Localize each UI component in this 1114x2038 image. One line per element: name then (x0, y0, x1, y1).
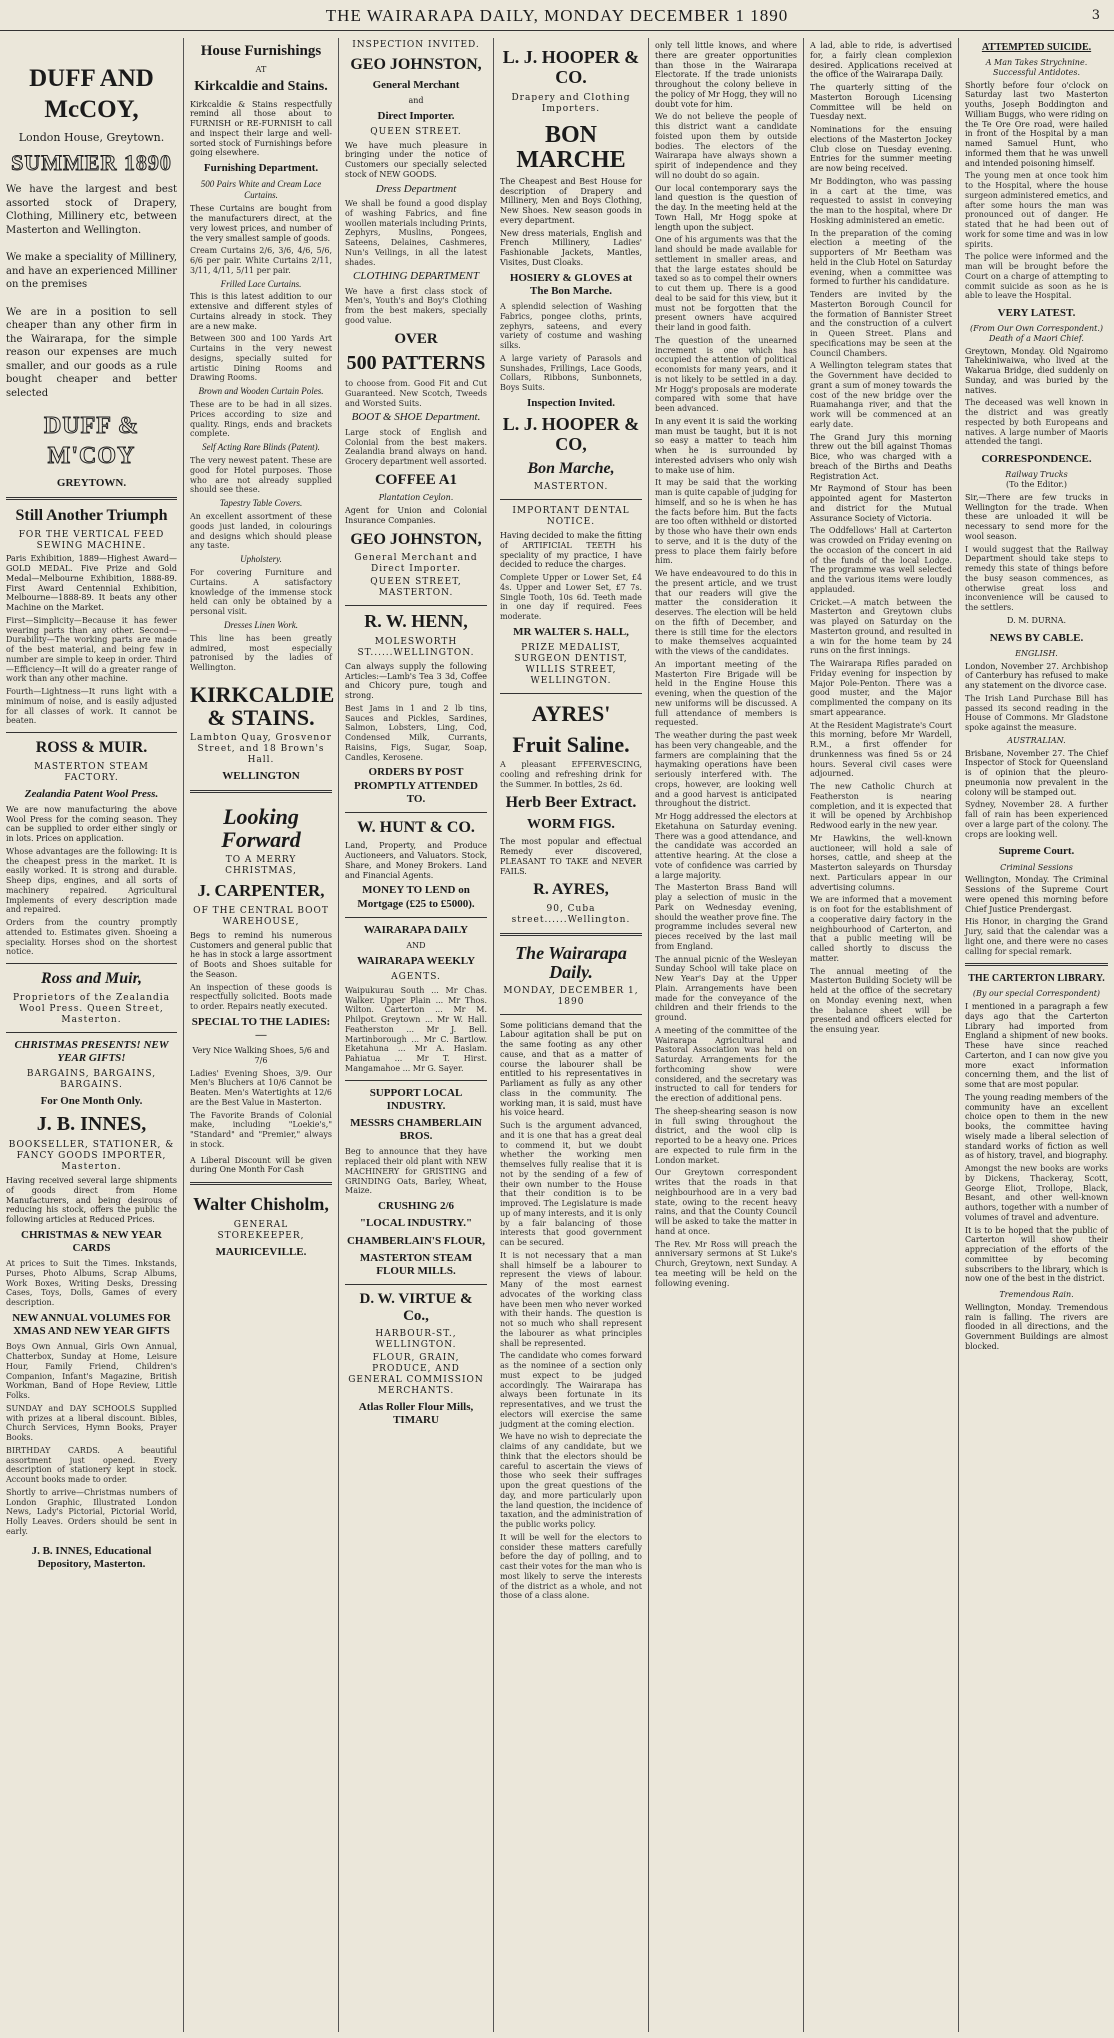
chamberlain: MESSRS CHAMBERLAIN BROS. (350, 1117, 482, 1143)
col5-text-4: The Grand Jury this morning threw out the bill against Thomas Bice, who was charged with a breach of the Births and Deaths Registration Act. (810, 432, 952, 481)
agents: AGENTS. (391, 971, 441, 982)
curtains: 500 Pairs White and Cream Lace Curtains. (200, 179, 322, 201)
triumph-title: Still Another Triumph (15, 506, 168, 524)
kirk-subtitle: Lambton Quay, Grosvenor Street, and 18 Brown's Hall. (190, 733, 332, 765)
queen-street: QUEEN STREET. (370, 126, 462, 137)
court: Supreme Court. (998, 845, 1075, 858)
column-6: A lad, able to ride, is advertised for, a fairly clean complexion desired. Applications received at the office of the Wairarapa Daily. The quarterly sitting of the Masterton Borough Licensing Committee will be held on Tuesday next. Nominations for the ensuing elections of the Masterton Jockey Club close on Tuesday evening. Entries for the summer meeting are now being received. Mr Boddington, who was passing in a cart at the time, was requested to assist in conveying the man to the hospital, where Dr Hosking administered an emetic. In the preparation of the coming election a meeting of the supporters of Mr Beetham was held in the Club Hotel on Saturday evening, when a committee was formed to further his candidature. Tenders are invited by the Masterton Borough Council for the formation of Bannister Street and the construction of a culvert in Queen Street. Plans and specifications may be seen at the Council Chambers. A Wellington telegram states that the Government have decided to grant a sum of money towards the cost of the new bridge over the Ruamahanga river, and that the work will be commenced at an early date. The Grand Jury this morning threw out the bill against Thomas Bice, who was charged with a breach of the Births and Deaths Registration Act. Mr Raymond of Stour has been appointed agent for Masterton and district for the Mutual Assurance Society of Victoria. The Oddfellows' Hall at Carterton was crowded on Friday evening on the occasion of the concert in aid of the funds of the local Lodge. The programme was well selected and the various items were loudly applauded. Cricket.—A match between the Masterton and Greytown clubs was played on Saturday on the Masterton ground, and resulted in a win for the home team by 24 runs on the first innings. The Wairarapa Rifles paraded on Friday evening for inspection by Major Pole-Penton. There was a good muster, and the Major complimented the company on its smart appearance. At the Resident Magistrate's Court this morning, before Mr Wardell, R.M., a first offender for drunkenness was fined 5s or 24 hours. Several civil cases were adjourned. The new Catholic Church at Featherston is nearing completion, and it is expected that it will be opened by Archbishop Redwood early in the new year. Mr Hawkins, the well-known auctioneer, will hold a sale of horses, cattle, and sheep at the Masterton saleyards on Thursday next. Particulars appear in our advertising columns. We are informed that a movement is on foot for the establishment of a cooperative dairy factory in the neighbourhood of Carterton, and that a public meeting will be called shortly to discuss the matter. The annual meeting of the Masterton Building Society will be held at the office of the secretary on Monday evening next, when the balance sheet will be presented and officers elected for the ensuing year. (804, 38, 959, 2032)
latest: VERY LATEST. (997, 307, 1076, 319)
money: MONEY TO LEND on Mortgage (£25 to £5000). (357, 884, 475, 910)
col5-text-2: The quarterly sitting of the Masterton Borough Licensing Committee will be held on Tuesday next. (810, 83, 952, 122)
queen2: QUEEN STREET, MASTERTON. (370, 577, 462, 599)
house-title: House Furnishings (200, 43, 322, 59)
looking: Looking Forward (221, 804, 301, 853)
library-text-2: The young reading members of the community have an excellent choice open to them in the new books, the committee having wisely made a liberal selection of standard works of fiction as well as of history, travel, and biography. (965, 1092, 1108, 1161)
cable: NEWS BY CABLE. (989, 631, 1084, 644)
col5-text-1: A lad, able to ride, is advertised for, a fairly clean complexion desired. Applications received at the office of the Wairarapa Daily. (810, 41, 952, 80)
col4-text-3: In any event it is said the working man must be taught, but it is not so easy a matter to teach him when he is surrounded by interested advisers who only wish to make use of him. (655, 416, 797, 475)
carpenter: J. CARPENTER, (197, 881, 325, 901)
duff-text-3: We are in a position to sell cheaper than any other firm in the Wairarapa, for the simple reason our expenses are much smaller, and our goods as a rule bought cheaper and better selected (6, 306, 177, 399)
chisholm-town: MAURICEVILLE. (215, 1245, 307, 1258)
agent: Agent for Union and Colonial Insurance Companies. (345, 506, 487, 525)
house-subtitle: AT (255, 64, 267, 74)
henn-text: Can always supply the following Articles:—Lamb's Tea 3 3d, Coffee and Chicory pure, tough and strong. (345, 661, 487, 701)
attempted-sub2: Successful Antidotes. (993, 67, 1080, 77)
death-text: Greytown, Monday. Old Ngairomo Tahekiniwaiwa, who lived at the Wakarua Bridge, died suddenly on Sunday, and was buried by the natives. (965, 346, 1108, 395)
ayres-addr: 90, Cuba street......Wellington. (511, 903, 631, 925)
bon-text: The Cheapest and Best House for description of Drapery and Millinery, Men and Boys Clothing, New Shoes. New season goods in every department. (500, 176, 642, 225)
corr-sub: Railway Trucks (1005, 470, 1068, 480)
masthead (0, 0, 1114, 31)
weekly: WAIRARAPA WEEKLY (356, 954, 476, 967)
hosiery: HOSIERY & GLOVES at The Bon Marche. (509, 271, 633, 297)
support: SUPPORT LOCAL INDUSTRY. (369, 1086, 463, 1112)
hall: MR WALTER S. HALL, (513, 625, 629, 638)
carpenter-text: Begs to remind his numerous Customers and general public that he has in stock a large assortment of Boots and Shoes suitable for the Season. (190, 930, 332, 979)
virtue-sub: HARBOUR-ST., WELLINGTON. (375, 1329, 457, 1351)
crushing: CRUSHING 2/6 (377, 1200, 455, 1213)
dental: IMPORTANT DENTAL NOTICE. (512, 506, 630, 528)
flour: CHAMBERLAIN'S FLOUR, (346, 1234, 486, 1247)
ross-title: ROSS & MUIR. (35, 739, 148, 757)
fruit-saline: Fruit Saline. (512, 731, 630, 757)
ayres: AYRES' (531, 700, 611, 726)
triumph-text: Paris Exhibition, 1889—Highest Award—GOLD MEDAL. Five Prize and Gold Medal—Melbourne Exhibition, 1888-89. First Award Centennial Exhibition, Melbourne—1888-89. It beats any other Machine on the Market. (6, 554, 177, 613)
court-sub: Criminal Sessions (1000, 862, 1073, 872)
cable-text: London, November 27. Archbishop of Canterbury has refused to make any statement on the divorce case. (965, 661, 1108, 691)
dental-text: Having decided to make the fitting of ARTIFICIAL TEETH his speciality of my practice, I have decided to reduce the charges. (500, 531, 642, 570)
wool-title: Zealandia Patent Wool Press. (24, 787, 159, 800)
johnston2: GEO JOHNSTON, (350, 530, 482, 548)
hunt: W. HUNT & CO. (357, 818, 475, 836)
kirk-big: KIRKCALDIE & STAINS. (190, 681, 335, 730)
coffee: COFFEE A1 (374, 471, 458, 488)
virtue-text: FLOUR, GRAIN, PRODUCE, AND GENERAL COMMISSION MERCHANTS. (348, 1353, 484, 1396)
linen: Dresses Linen Work. (223, 619, 299, 630)
self-acting: Self Acting Rare Blinds (Patent). (202, 442, 320, 453)
upholstery: Upholstery. (240, 554, 282, 565)
frilled: Frilled Lace Curtains. (220, 278, 302, 289)
brown: Brown and Wooden Curtain Poles. (198, 386, 324, 397)
kirk-town: WELLINGTON (222, 769, 300, 782)
house-firm: Kirkcaldie and Stains. (194, 79, 328, 95)
johnston-sub3: Direct Importer. (377, 109, 455, 122)
duff-footer: DUFF & M'COY (43, 413, 140, 469)
hooper-title: L. J. HOOPER & CO. (502, 47, 640, 87)
hooper-sub: Drapery and Clothing Importers. (511, 92, 631, 114)
hall-sub: PRIZE MEDALIST, SURGEON DENTIST, WILLIS STREET, WELLINGTON. (514, 643, 628, 686)
inspection-invited: INSPECTION INVITED. (352, 40, 480, 50)
attempted-text: Shortly before four o'clock on Saturday last two Masterton youths, Joseph Boddington and William Buggs, who were riding on the Te Ore Ore road, were hailed in front of the Hospital by a man named Samuel Hunt, who informed them that he was unwell and intended poisoning himself. (965, 80, 1108, 168)
furnish-dept: Furnishing Department. (203, 162, 319, 175)
paper-title: The Wairarapa Daily. (515, 942, 627, 982)
masthead-title: THE WAIRARAPA DAILY, MONDAY DECEMBER 1 1890 (325, 6, 789, 25)
column-1: DUFF AND McCOY, London House, Greytown. SUMMER 1890 We have the largest and best assorted stock of Drapery, Clothing, Millinery etc, between Masterton and Wellington. We make a speciality of Millinery, and have an experienced Milliner on the premises We are in a position to sell cheaper than any other firm in the Wairarapa, for the simple reason our expenses are much smaller, and our goods as a rule bought cheaper and better selected DUFF & M'COY GREYTOWN. Still Another Triumph FOR THE VERTICAL FEED SEWING MACHINE. Paris Exhibition, 1889—Highest Award—GOLD MEDAL. Five Prize and Gold Medal—Melbourne Exhibition, 1888-89. First Award Centennial Exhibition, Melbourne—1888-89. It beats any other Machine on the Market. First—Simplicity—Because it has fewer wearing parts than any other. Second—Durability—The working parts are made of the best material, and being few in number are simple to keep in order. Third—Efficiency—It will do a greater range of work than any other machine. Fourth—Lightness—It runs light with a minimum of noise, and is easily adjusted for all classes of work. It cannot be beaten. ROSS & MUIR. MASTERTON STEAM FACTORY. Zealandia Patent Wool Press. We are now manufacturing the above Wool Press for the coming season. They can be supplied to order either singly or in lots. Prices on application. Whose advantages are the following: It is the cheapest press in the market. It is easily worked. It is strong and durable. Sheep dips, engines, and all sorts of machinery repaired. Agricultural Implements of every description made and repaired. Orders from the country promptly attended to. Estimates given. Shoeing a speciality. Horses shod on the shortest notice. Ross and Muir, Proprietors of the Zealandia Wool Press. Queen Street, Masterton. CHRISTMAS PRESENTS! NEW YEAR GIFTS! BARGAINS, BARGAINS, BARGAINS. For One Month Only. J. B. INNES, BOOKSELLER, STATIONER, & FANCY GOODS IMPORTER, Masterton. Having received several large shipments of goods direct from Home Manufacturers, and being desirous of reducing his stock, offers the public the following articles at Reduced Prices. CHRISTMAS & NEW YEAR CARDS At prices to Suit the Times. Inkstands, Purses, Photo Albums, Scrap Albums, Work Boxes, Writing Desks, Dressing Cases, Toys, Dolls, Games of every description. NEW ANNUAL VOLUMES FOR XMAS AND NEW YEAR GIFTS Boys Own Annual, Girls Own Annual, Chatterbox, Sunday at Home, Leisure Hour, Family Friend, Children's Companion, Infant's Magazine, British Workman, Band of Hope Review, Little Folks. SUNDAY and DAY SCHOOLS Supplied with prizes at a liberal discount. Bibles, Church Services, Hymn Books, Prayer Books. BIRTHDAY CARDS. A beautiful assortment just opened. Every description of stationery kept in stock. Account books made to order. Shortly to arrive—Christmas numbers of London Graphic, Illustrated London News, Lady's Pictorial, Pictorial World, Holly Leaves. Orders should be sent in early. J. B. INNES, Educational Depository, Masterton. (0, 38, 184, 2032)
henn: R. W. HENN, (364, 611, 468, 632)
house-text: Kirkcaldie & Stains respectfully remind all those about to FURNISH or RE-FURNISH to call and inspect their large and well-sorted stock of Furnishings before going elsewhere. (190, 99, 332, 158)
library-text-3: It is to be hoped that the public of Carterton will show their appreciation of the efforts of the committee by becoming subscribers to the library, which is now one of the best in the district. (965, 1225, 1108, 1284)
over: OVER (394, 330, 438, 347)
column-7: ATTEMPTED SUICIDE. A Man Takes Strychnine. Successful Antidotes. Shortly before four o'clock on Saturday last two Masterton youths, Joseph Boddington and William Buggs, who were riding on the Te Ore Ore road, were hailed in front of the Hospital by a man named Samuel Hunt, who informed them that he was unwell and intended poisoning himself. The young men at once took him to the Hospital, where the house surgeon administered emetics, and after some hours the man was pronounced out of danger. He stated that he had been out of work for some time and was in low spirits. The police were informed and the man will be brought before the Court on a charge of attempting to commit suicide as soon as he is able to leave the Hospital. VERY LATEST. (From Our Own Correspondent.) Death of a Maori Chief. Greytown, Monday. Old Ngairomo Tahekiniwaiwa, who lived at the Wakarua Bridge, died suddenly on Sunday, and was buried by the natives. The deceased was well known in the district and was greatly respected by both Europeans and natives. A large number of Maoris attended the tangi. CORRESPONDENCE. Railway Trucks (To the Editor.) Sir,—There are few trucks in Wellington for the trade. When these are unloaded it will be necessary to send more for the wool season. I would suggest that the Railway Department should take steps to remedy this state of things before the busy season commences, as otherwise great loss and inconvenience will be caused to the settlers. D. M. DURNA. NEWS BY CABLE. ENGLISH. London, November 27. Archbishop of Canterbury has refused to make any statement on the divorce case. The Irish Land Purchase Bill has passed its second reading in the House of Commons. Mr Gladstone spoke against the measure. AUSTRALIAN. Brisbane, November 27. The Chief Inspector of Stock for Queensland is of opinion that the pleuro-pneumonia now prevalent in the colony will be stamped out. Sydney, November 28. A further fall of rain has been experienced over a large part of the colony. The crops are looking well. Supreme Court. Criminal Sessions Wellington, Monday. The Criminal Sessions of the Supreme Court were opened this morning before Chief Justice Prendergast. His Honor, in charging the Grand Jury, said that the calendar was a light one, and there were no cases calling for special remark. THE CARTERTON LIBRARY. (By our special Correspondent) I mentioned in a paragraph a few days ago that the Carterton Library had imported from England a shipment of new books. These have since reached Carterton, and I can now give you more exact information concerning them, and the list of some that are most popular. The young reading members of the community have an excellent choice open to them in the new books, the committee having wisely made a liberal selection of standard works of fiction as well as of history, travel, and biography. Amongst the new books are works by Dickens, Thackeray, Scott, George Eliot, Trollope, Black, Besant, and other well-known authors, together with a number of volumes of travel and adventure. It is to be hoped that the public of Carterton will show their appreciation of the efforts of the committee by becoming subscribers to the library, which is now one of the best in the district. Tremendous Rain. Wellington, Monday. Tremendous rain is falling. The rivers are flooded in all directions, and the Government Buildings are almost blocked. (965, 42, 1109, 1351)
ross2-title: Ross and Muir, (41, 970, 142, 988)
curtains-text: These Curtains are bought from the manufacturers direct, at the very lowest prices, and number of the very smallest sample of goods. (190, 204, 332, 243)
johnston-sub2: and (408, 95, 424, 105)
duff-title: DUFF AND McCOY, (29, 65, 154, 123)
virtue: D. W. VIRTUE & Co., (359, 1291, 473, 1324)
chisholm: Walter Chisholm, (193, 1194, 329, 1215)
death: Death of a Maori Chief. (989, 333, 1084, 343)
henn-orders: ORDERS BY POST PROMPTLY ATTENDED TO. (354, 766, 478, 805)
bon-marche: BON MARCHE (516, 121, 626, 173)
corr-to: (To the Editor.) (1006, 480, 1067, 490)
innes-subtitle: BOOKSELLER, STATIONER, & FANCY GOODS IMPORTER, Masterton. (8, 1140, 175, 1173)
innes-text: Having received several large shipments of goods direct from Home Manufacturers, and being desirous of reducing his stock, offers the public the following articles at Reduced Prices. (6, 1176, 177, 1225)
latest-sub: (From Our Own Correspondent.) (969, 324, 1104, 334)
inspection: Inspection Invited. (526, 396, 616, 409)
carpenter-sub: OF THE CENTRAL BOOT WAREHOUSE, (193, 905, 329, 927)
duff-text-1: We have the largest and best assorted stock of Drapery, Clothing, Millinery etc, between Masterton and Wellington. (6, 184, 177, 236)
library-sub: (By our special Correspondent) (972, 989, 1101, 999)
triumph-subtitle: FOR THE VERTICAL FEED SEWING MACHINE. (18, 529, 165, 551)
rain-text: Wellington, Monday. Tremendous rain is falling. The rivers are flooded in all directions, and the Government Buildings are almost blocked. (965, 1302, 1108, 1351)
ross2-subtitle: Proprietors of the Zealandia Wool Press. Queen Street, Masterton. (12, 992, 171, 1025)
duff-town: GREYTOWN. (56, 476, 127, 489)
xmas-gifts: NEW ANNUAL VOLUMES FOR XMAS AND NEW YEAR GIFTS (12, 1311, 171, 1338)
bon2: Bon Marche, (527, 459, 615, 477)
duff-text-2: We make a speciality of Millinery, and have an experienced Milliner on the premises (6, 252, 177, 291)
dress-dept: Dress Department (375, 182, 457, 195)
duff-season: SUMMER 1890 (11, 150, 172, 176)
col4-text-1: only tell little knows, and where there are greater opportunities than those in the Wairarapa Electorate. If the trade unionists throughout the colony believe in the policy of Mr Hogg, they will no doubt vote for him. (655, 41, 797, 109)
worm-text: The most popular and effectual Remedy ever discovered, PLEASANT TO TAKE and NEVER FAILS. (500, 837, 642, 876)
boot-dept: BOOT & SHOE Department. (351, 411, 481, 424)
hunt-text: Land, Property, and Produce Auctioneers, and Valuators. Stock, Share, and Money Brokers. Land and Financial Agents. (345, 841, 487, 880)
local: "LOCAL INDUSTRY." (359, 1217, 473, 1230)
masterton-steam: MASTERTON STEAM FLOUR MILLS. (359, 1251, 473, 1277)
paper-date: MONDAY, DECEMBER 1, 1890 (503, 985, 639, 1007)
column-5: only tell little knows, and where there are greater opportunities than those in the Wairarapa Electorate. If the trade unionists throughout the colony believe in the policy of Mr Hogg, they will no doubt vote for him. We do not believe the people of this district want a candidate foisted upon them by outside bodies. The electors of the Wairarapa have always shown a spirit of independence and they will no doubt do so again. Our local contemporary says the land question is the question of the day. In the meeting held at the Town Hall, Mr Hogg spoke at length upon the subject. One of his arguments was that the land should be made available for settlement in smaller areas, and that the large estates should be taxed so as to compel their owners to cut them up. There is a good deal to be said for this view, but it must not be forgotten that the present owners have acquired their land in good faith. The question of the unearned increment is one which has occupied the attention of political economists for many years, and it is not likely to be settled in a day. Mr Hogg's proposals are moderate compared with some that have been advanced. In any event it is said the working man must be taught, but it is not so easy a matter to teach him when he is surrounded by interested advisers who only wish to make use of him. It may be said that the working man is quite capable of judging for himself, and so he is when he has the facts before him. But the facts are too often withheld or distorted by those who have their own ends to serve, and it is the duty of the press to place them fairly before him. We have endeavoured to do this in the present article, and we trust that our readers will give the matter the consideration it deserves. The election will be held on the fifth of December, and there is still time for the electors to make themselves acquainted with the views of the candidates. An important meeting of the Masterton Fire Brigade will be held in the Engine House this evening, when the question of the new uniforms will be discussed. A full attendance of members is requested. The weather during the past week has been very changeable, and the farmers are complaining that the haymaking operations have been seriously interfered with. The crops, however, are looking well and a good harvest is anticipated throughout the district. Mr Hogg addressed the electors at Eketahuna on Saturday evening. There was a good attendance, and the candidate was accorded an attentive hearing. At the close a vote of confidence was carried by a large majority. The Masterton Brass Band will play a selection of music in the Park on Wednesday evening, should the weather prove fine. The programme includes several new pieces received by the last mail from England. The annual picnic of the Wesleyan Sunday School will take place on New Year's Day at the Upper Plain. Arrangements have been made for the conveyance of the children and their friends to the ground. A meeting of the committee of the Wairarapa Agricultural and Pastoral Association was held on Saturday. Arrangements for the forthcoming show were considered, and the secretary was instructed to call for tenders for the erection of additional pens. The sheep-shearing season is now in full swing throughout the district, and the wool clip is reported to be a heavy one. Prices are expected to rule firm in the London market. Our Greytown correspondent writes that the roads in that neighbourhood are in a very bad state, owing to the recent heavy rains, and that the County Council will be asked to take the matter in hand at once. The Rev. Mr Ross will preach the anniversary sermons at St Luke's Church, Greytown, next Sunday. A tea meeting will be held on the following evening. (649, 38, 804, 2032)
australian: AUSTRALIAN. (1007, 735, 1066, 745)
col5-text-3: Nominations for the ensuing elections of the Masterton Jockey Club close on Tuesday evening. Entries for the summer meeting are now being received. (810, 125, 952, 173)
innes-footer: J. B. INNES, Educational Depository, Masterton. (31, 1544, 152, 1570)
ladies: SPECIAL TO THE LADIES:— (191, 1015, 331, 1042)
frilled-text: This is this latest addition to our extensive and different styles of Curtains already in stock. They are a new make. (190, 292, 332, 331)
masterton: MASTERTON. (533, 482, 609, 493)
ladies-text: Very Nice Walking Shoes, 5/6 and 7/6 (192, 1046, 330, 1065)
johnston2-sub: General Merchant and Direct Importer. (354, 553, 478, 575)
one-month: For One Month Only. (40, 1095, 143, 1108)
atlas: Atlas Roller Flour Mills, TIMARU (358, 1400, 474, 1427)
col4-text-2: Our local contemporary says the land question is the question of the day. In the meeting held at the Town Hall, Mr Hogg spoke at length upon the subject. (655, 183, 797, 232)
herb-beer: Herb Beer Extract. (505, 794, 637, 812)
worm-figs: WORM FIGS. (527, 816, 615, 832)
correspondence: CORRESPONDENCE. (981, 453, 1092, 466)
editorial: Some politicians demand that the Labour agitation shall be put on the same footing as any other cause, and that as a matter of course the labourer shall be entitled to his representatives in Parliament as fully as any other class in the community. The working man, it is said, must have his voice heard. (500, 1020, 642, 1118)
attempted-sub: A Man Takes Strychnine. (985, 58, 1088, 67)
column-4: L. J. HOOPER & CO. Drapery and Clothing Importers. BON MARCHE The Cheapest and Best House for description of Drapery and Millinery, Men and Boys Clothing, New Shoes. New season goods in every department. New dress materials, English and French Millinery, Ladies' Fashionable Jackets, Mantles, Visites, Dust Cloaks. HOSIERY & GLOVES at The Bon Marche. A splendid selection of Washing Fabrics, pongee cloths, prints, zephyrs, sateens, and every variety of costume and washing silks. A large variety of Parasols and Sunshades, Frillings, Lace Goods, Collars, Ribbons, Sunbonnets, Boys Suits. Inspection Invited. L. J. HOOPER & CO, Bon Marche, MASTERTON. IMPORTANT DENTAL NOTICE. Having decided to make the fitting of ARTIFICIAL TEETH his speciality of my practice, I have decided to reduce the charges. Complete Upper or Lower Set, £4 4s. Upper and Lower Set, £7 7s. Single Tooth, 10s 6d. Teeth made in one day if required. Fees moderate. MR WALTER S. HALL, PRIZE MEDALIST, SURGEON DENTIST, WILLIS STREET, WELLINGTON. AYRES' Fruit Saline. A pleasant EFFERVESCING, cooling and refreshing drink for the Summer. In bottles, 2s 6d. Herb Beer Extract. WORM FIGS. The most popular and effectual Remedy ever discovered, PLEASANT TO TAKE and NEVER FAILS. R. AYRES, 90, Cuba street......Wellington. The Wairarapa Daily. MONDAY, DECEMBER 1, 1890 Some politicians demand that the Labour agitation shall be put on the same footing as any other cause, and that as a matter of course the labourer shall be entitled to his representatives in Parliament as fully as any other class in the community. The working man, it is said, must have his voice heard. Such is the argument advanced, and it is one that has a great deal to commend it, but we doubt whether the working men themselves fully realise that it is not by the sending of a few of their own number to the House that their condition is to be improved. The Legislature is made up of many interests, and it is only by a fair balancing of those interests that good government can be secured. It is not necessary that a man shall himself be a labourer to represent the views of labour. Many of the most earnest advocates of the working class have been men who never worked with their hands. The question is not so much who shall represent the labourer as what principles shall be represented. The candidate who comes forward as the nominee of a section only must expect to be judged accordingly. The Wairarapa has always been fortunate in its representatives, and we trust the electors will exercise the same judgment at the coming election. We have no wish to depreciate the claims of any candidate, but we think that the electors should be careful to ascertain the views of those who seek their suffrages upon the great questions of the day, and more particularly upon the land question, the incidence of taxation, and the administration of the public works policy. It will be well for the electors to consider these matters carefully before the day of polling, and to cast their votes for the man who is most likely to serve the interests of the district as a whole, and not those of a class alone. (494, 38, 649, 2032)
patterns: 500 PATTERNS (346, 352, 486, 375)
innes-title: J. B. INNES, (36, 1113, 147, 1136)
johnston-text: We have much pleasure in bringing under the notice of Customers our specially selected stock of NEW GOODS. (345, 140, 487, 179)
corr-text: Sir,—There are few trucks in Wellington for the trade. When these are unloaded it will be necessary to send more for the wool season. (965, 492, 1108, 541)
tapestry: Tapestry Table Covers. (219, 498, 303, 509)
bargains: BARGAINS, BARGAINS, BARGAINS. (26, 1069, 157, 1091)
plantation: Plantation Ceylon. (378, 493, 454, 503)
page-number: 3 (1091, 8, 1100, 23)
column-3: INSPECTION INVITED. GEO JOHNSTON, General Merchant and Direct Importer. QUEEN STREET. We have much pleasure in bringing under the notice of Customers our specially selected stock of NEW GOODS. Dress Department We shall be found a good display of washing Fabrics, and fine woollen materials including Prints, Zephyrs, Muslins, Pongees, Sateens, Delaines, Cashmeres, Nun's Veilings, in all the latest shades. CLOTHING DEPARTMENT We have a first class stock of Men's, Youth's and Boy's Clothing from the best makers, specially good value. OVER 500 PATTERNS to choose from. Good Fit and Cut Guaranteed. New Scotch, Tweeds and Worsted Suits. BOOT & SHOE Department. Large stock of English and Colonial from the best makers. Zealandia brand always on hand. Grocery department well assorted. COFFEE A1 Plantation Ceylon. Agent for Union and Colonial Insurance Companies. GEO JOHNSTON, General Merchant and Direct Importer. QUEEN STREET, MASTERTON. R. W. HENN, MOLESWORTH ST......WELLINGTON. Can always supply the following Articles:—Lamb's Tea 3 3d, Coffee and Chicory pure, tough and strong. Best Jams in 1 and 2 lb tins, Sauces and Pickles, Sardines, Salmon, Lobsters, Ling, Cod, Condensed Milk, Currants, Raisins, Figs, Sugar, Soap, Candles, Kerosene. ORDERS BY POST PROMPTLY ATTENDED TO. W. HUNT & CO. Land, Property, and Produce Auctioneers, and Valuators. Stock, Share, and Money Brokers. Land and Financial Agents. MONEY TO LEND on Mortgage (£25 to £5000). WAIRARAPA DAILY AND WAIRARAPA WEEKLY AGENTS. Waipukurau South ... Mr Chas. Walker. Upper Plain ... Mr Thos. Wilton. Carterton ... Mr M. Philpot. Greytown ... Mr W. Hall. Featherston ... Mr J. Bell. Martinborough ... Mr C. Bartlow. Eketahuna ... Mr A. Haslam. Pahiatua ... Mr T. Hirst. Mangamahoe ... Mr G. Sayer. SUPPORT LOCAL INDUSTRY. MESSRS CHAMBERLAIN BROS. Beg to announce that they have replaced their old plant with NEW MACHINERY for GRISTING and GRINDING Oats, Barley, Wheat, Maize. CRUSHING 2/6 "LOCAL INDUSTRY." CHAMBERLAIN'S FLOUR, MASTERTON STEAM FLOUR MILLS. D. W. VIRTUE & Co., HARBOUR-ST., WELLINGTON. FLOUR, GRAIN, PRODUCE, AND GENERAL COMMISSION MERCHANTS. Atlas Roller Flour Mills, TIMARU (339, 38, 494, 2032)
column-2: House Furnishings AT Kirkcaldie and Stains. Kirkcaldie & Stains respectfully remind all those about to FURNISH or RE-FURNISH to call and inspect their large and well-sorted stock of Furnishings before going elsewhere. Furnishing Department. 500 Pairs White and Cream Lace Curtains. These Curtains are bought from the manufacturers direct, at the very lowest prices, and number of the very smallest sample of goods. Cream Curtains 2/6, 3/6, 4/6, 5/6, 6/6 per pair. White Curtains 2/11, 3/11, 4/11, 5/11 per pair. Frilled Lace Curtains. This is this latest addition to our extensive and different styles of Curtains already in stock. They are a new make. Between 300 and 100 Yards Art Curtains in the very newest designs, specially suited for artistic Dining Rooms and Drawing Rooms. Brown and Wooden Curtain Poles. These are to be had in all sizes. Prices according to size and quality. Rings, ends and brackets complete. Self Acting Rare Blinds (Patent). The very newest patent. These are good for Hotel purposes. Those who are not already supplied should see these. Tapestry Table Covers. An excellent assortment of these goods just landed, in colourings and designs which should please any taste. Upholstery. For covering Furniture and Curtains. A satisfactory knowledge of the immense stock held can only be obtained by a personal visit. Dresses Linen Work. This line has been greatly admired, most especially patronised by the ladies of Wellington. KIRKCALDIE & STAINS. Lambton Quay, Grosvenor Street, and 18 Brown's Hall. WELLINGTON Looking Forward TO A MERRY CHRISTMAS, J. CARPENTER, OF THE CENTRAL BOOT WAREHOUSE, Begs to remind his numerous Customers and general public that he has in stock a large assortment of Boots and Shoes suitable for the Season. An inspection of these goods is respectfully solicited. Boots made to order. Repairs neatly executed. SPECIAL TO THE LADIES:— Very Nice Walking Shoes, 5/6 and 7/6 Ladies' Evening Shoes, 3/9. Our Men's Bluchers at 10/6 Cannot be Beaten. Men's Watertights at 12/6 are the Best Value in Masterton. The Favorite Brands of Colonial make, including "Loekie's," "Standard" and "Premier," always in stock. A Liberal Discount will be given during One Month For Cash Walter Chisholm, GENERAL STOREKEEPER, MAURICEVILLE. (184, 38, 339, 2032)
daily: WAIRARAPA DAILY (363, 923, 469, 936)
library-text: I mentioned in a paragraph a few days ago that the Carterton Library had imported from England a shipment of new books. These have since reached Carterton, and I can now give you more exact information concerning them, and the list of some that are most popular. (965, 1002, 1108, 1089)
ayres2: R. AYRES, (533, 881, 609, 899)
tremendous-rain: Tremendous Rain. (999, 1290, 1074, 1299)
xmas-cards: CHRISTMAS & NEW YEAR CARDS (21, 1228, 162, 1255)
johnston-sub: General Merchant (372, 78, 460, 91)
wool-text: We are now manufacturing the above Wool Press for the coming season. They can be supplied to order either singly or in lots. Prices on application. (6, 804, 177, 844)
bon-dress: New dress materials, English and French Millinery, Ladies' Fashionable Jackets, Mantles, Visites, Dust Cloaks. (500, 228, 642, 267)
duff-subtitle: London House, Greytown. (18, 131, 165, 144)
hooper2: L. J. HOOPER & CO, (502, 413, 640, 454)
christmas-title: CHRISTMAS PRESENTS! NEW YEAR GIFTS! (14, 1038, 169, 1064)
ross-subtitle: MASTERTON STEAM FACTORY. (34, 761, 149, 783)
looking-sub: TO A MERRY CHRISTMAS, (225, 855, 297, 877)
attempted-title: ATTEMPTED SUICIDE. (981, 42, 1092, 53)
carpenter-discount: A Liberal Discount will be given during One Month For Cash (190, 1155, 332, 1175)
col5-text-5: Mr Raymond of Stour has been appointed agent for Masterton and district for the Mutual Assurance Society of Victoria. (810, 484, 952, 523)
johnston-title: GEO JOHNSTON, (350, 55, 482, 73)
signed: D. M. DURNA. (1007, 615, 1066, 625)
chisholm-sub: GENERAL STOREKEEPER, (217, 1220, 305, 1241)
aus-text: Brisbane, November 27. The Chief Inspector of Stock for Queensland is of opinion that the pleuro-pneumonia now prevalent in the colony will be stamped out. (965, 748, 1108, 797)
cable-sub: ENGLISH. (1015, 648, 1058, 658)
library-title: THE CARTERTON LIBRARY. (968, 973, 1105, 985)
henn-sub: MOLESWORTH ST......WELLINGTON. (357, 636, 475, 658)
court-text: Wellington, Monday. The Criminal Sessions of the Supreme Court were opened this morning before Chief Justice Prendergast. (965, 875, 1108, 914)
clothing-dept: CLOTHING DEPARTMENT (352, 270, 479, 283)
